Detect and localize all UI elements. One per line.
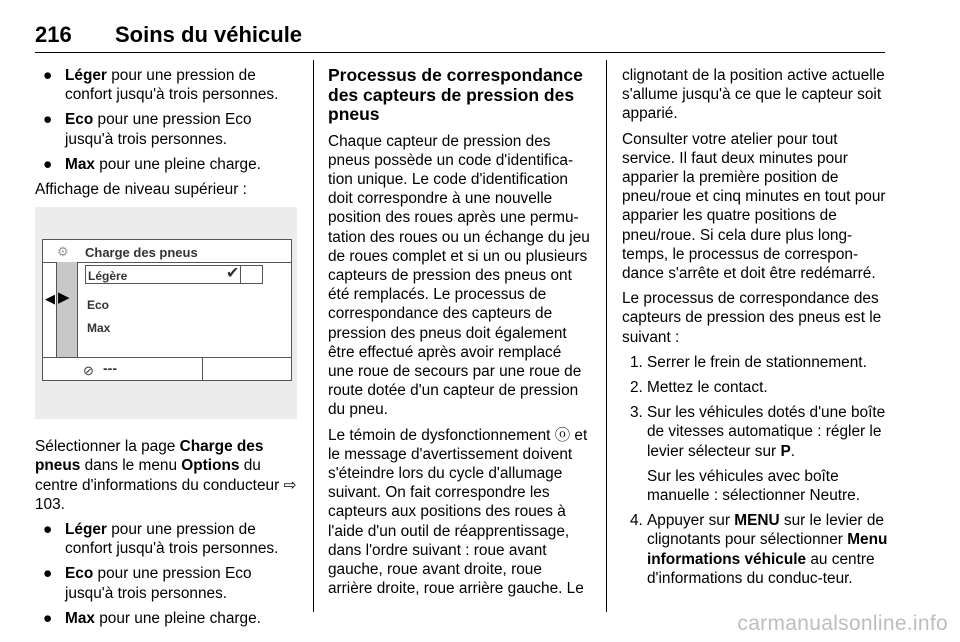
paragraph: Le processus de correspondance des capteurs de pression des pneus est le suivant : — [622, 290, 882, 346]
watermark: carmanualsonline.info — [737, 612, 948, 635]
page-title: Soins du véhicule — [115, 22, 303, 47]
selected-option: Légère ✔ — [85, 265, 263, 284]
option-max: Max — [87, 321, 111, 336]
screen-title: Charge des pneus — [85, 245, 198, 261]
list-item: ● Eco pour une pression Eco jusqu'à trois personnes. — [43, 111, 252, 148]
page-header — [35, 22, 885, 53]
page-number: 216 — [35, 22, 72, 47]
intro-text: Affichage de niveau supérieur : — [35, 181, 247, 199]
option-eco: Eco — [87, 298, 110, 313]
list-item: ● Eco pour une pression Eco jusqu'à trois personnes. — [43, 565, 252, 602]
select-paragraph: Sélectionner la page Charge des pneus dans le menu Options du centre d'informations du conducteur ⇨ 103. — [35, 438, 297, 513]
list-item: 1. Serrer le frein de stationnement. — [630, 353, 867, 371]
column-divider-1 — [313, 60, 314, 612]
list-item: ● Max pour une pleine charge. — [43, 609, 261, 627]
paragraph: Consulter votre atelier pour tout service. Il faut deux minutes pour apparier la première position de pneu/roue et cinq minutes en tout pour apparier les quatre positions de pneu/roue. Si cela dure plus long-temps, le processus de correspon-dance s'arrête et doit être redémarré. — [622, 130, 886, 283]
tire-pressure-icon: ⊘ — [83, 363, 94, 379]
list-item: ● Léger pour une pression de confort jusqu'à trois personnes. — [43, 521, 279, 558]
settings-icon: ⚙ — [57, 244, 69, 260]
display-screen — [42, 239, 292, 381]
checkmark-icon: ✔ — [226, 265, 240, 283]
paragraph: Chaque capteur de pression des pneus possède un code d'identifica-tion unique. Le code d'identification doit correspondre à une nouvelle position des roues après une permu-tation des roues ou un échange du jeu de roues complet et si un ou plusieurs capteurs de pression des pneus ont été remplacés. Le processus de correspondance des capteurs de pression des pneus doit également être effectué après avoir remplacé une roue de secours par une roue de route dotée d'un capteur de pression du pneu. — [328, 132, 590, 419]
paragraph: Le témoin de dysfonctionnement ⓞ et le message d'avertissement doivent s'éteindre lors du cycle d'allumage suivant. On fait correspondre les capteurs aux positions des roues à l'aide d'un outil de réapprentissage, dans l'ordre suivant : roue avant gauche, roue avant droite, roue arrière droite, roue arrière gauche. Le — [328, 426, 588, 598]
list-item: 4. Appuyer sur MENU sur le levier de clignotants pour sélectionner Menu informations véhicule au centre d'informations du conduc-teur. — [630, 512, 888, 587]
arrow-left-icon: ◀ — [45, 291, 55, 307]
bottom-value: --- — [103, 360, 117, 377]
page-reference: ⇨ 103. — [35, 476, 297, 513]
arrow-right-icon: ▶ — [58, 289, 70, 307]
paragraph: clignotant de la position active actuelle s'allume jusqu'à ce que le capteur soit apparié. — [622, 67, 885, 123]
section-heading: Processus de correspondance des capteurs de pression des pneus — [328, 65, 583, 124]
list-item: 2. Mettez le contact. — [630, 379, 768, 397]
list-item-note: Sur les véhicules avec boîte manuelle : sélectionner Neutre. — [647, 467, 861, 505]
column-divider-2 — [606, 60, 607, 612]
list-item: ● Max pour une pleine charge. — [43, 155, 261, 173]
display-illustration — [35, 207, 297, 419]
column-1 — [35, 66, 297, 634]
column-2 — [328, 66, 590, 604]
list-item: ● Léger pour une pression de confort jusqu'à trois personnes. — [43, 67, 279, 104]
list-item: 3. Sur les véhicules dotés d'une boîte de vitesses automatique : régler le levier sélecteur sur P. — [630, 404, 886, 460]
column-3 — [622, 66, 890, 594]
